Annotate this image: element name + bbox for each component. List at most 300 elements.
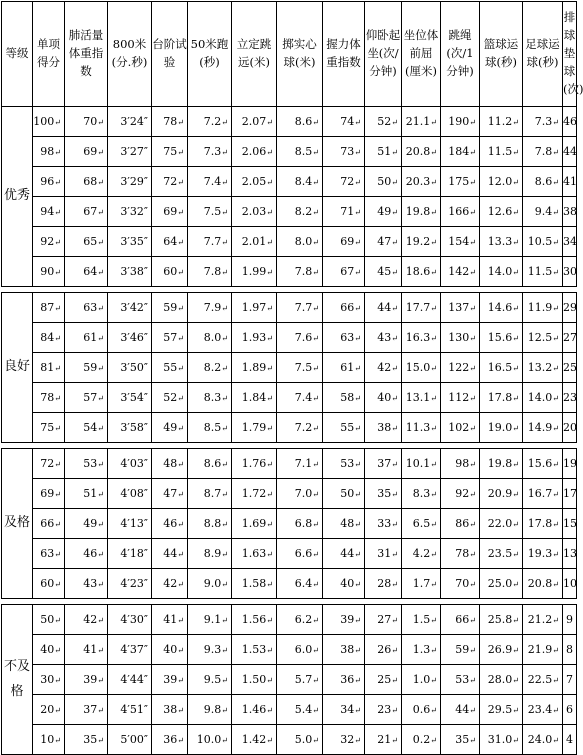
cell-value: 1.50	[241, 673, 267, 686]
cell-value: 13	[563, 547, 577, 560]
table-cell	[523, 137, 563, 167]
cell-end-mark: ↵	[266, 520, 273, 529]
table-row	[2, 725, 577, 755]
cell-value: 11.5	[527, 265, 553, 278]
cell-value: 38	[377, 421, 392, 434]
cell-end-mark: ↵	[54, 268, 61, 277]
cell-end-mark: ↵	[552, 268, 559, 277]
table-cell	[33, 353, 65, 383]
cell-value: 190	[448, 115, 470, 128]
cell-value: 50	[40, 613, 55, 626]
cell-value: 81	[40, 361, 55, 374]
table-cell	[323, 353, 365, 383]
cell-value: 9.5	[203, 673, 222, 686]
cell-end-mark: ↵	[354, 424, 361, 433]
cell-value: 4′18″	[120, 547, 148, 560]
cell-value: 11.5	[487, 145, 513, 158]
table-cell	[402, 413, 441, 443]
cell-value: 36	[340, 673, 355, 686]
table-cell	[563, 695, 577, 725]
cell-value: 34	[563, 235, 577, 248]
cell-value: 5.7	[294, 673, 313, 686]
cell-end-mark: ↵	[54, 178, 61, 187]
cell-value: 20	[563, 421, 577, 434]
table-cell	[480, 605, 523, 635]
cell-end-mark: ↵	[552, 550, 559, 559]
table-cell	[563, 605, 577, 635]
cell-value: 49	[377, 205, 392, 218]
cell-value: 44	[340, 547, 355, 560]
cell-value: 0.2	[412, 733, 431, 746]
cell-value: 44	[563, 145, 577, 158]
table-cell	[480, 227, 523, 257]
table-cell	[65, 413, 108, 443]
table-cell	[563, 539, 577, 569]
table-cell	[402, 635, 441, 665]
cell-end-mark: ↵	[430, 706, 437, 715]
table-cell	[232, 167, 277, 197]
cell-end-mark: ↵	[391, 424, 398, 433]
cell-value: 4′08″	[120, 487, 148, 500]
cell-end-mark: ↵	[177, 616, 184, 625]
cell-value: 41	[163, 613, 178, 626]
cell-end-mark: ↵	[391, 676, 398, 685]
cell-value: 8	[566, 643, 573, 656]
table-cell	[402, 509, 441, 539]
table-cell	[188, 137, 232, 167]
table-cell	[33, 539, 65, 569]
cell-end-mark: ↵	[221, 736, 228, 745]
cell-end-mark: ↵	[391, 268, 398, 277]
cell-value: 7.9	[203, 301, 222, 314]
cell-end-mark: ↵	[266, 118, 273, 127]
table-cell	[323, 695, 365, 725]
cell-value: 41	[563, 175, 577, 188]
cell-value: 50	[377, 175, 392, 188]
cell-value: 42	[163, 577, 178, 590]
cell-end-mark: ↵	[97, 304, 104, 313]
cell-end-mark: ↵	[177, 118, 184, 127]
cell-value: 27	[563, 331, 577, 344]
cell-value: 42	[377, 361, 392, 374]
table-row	[2, 107, 577, 137]
cell-end-mark: ↵	[97, 580, 104, 589]
cell-value: 3′58″	[120, 421, 148, 434]
cell-value: 35	[455, 733, 470, 746]
cell-value: 17.8	[487, 391, 513, 404]
cell-value: 14.0	[487, 265, 513, 278]
table-cell	[323, 725, 365, 755]
table-cell	[323, 569, 365, 599]
table-cell	[277, 725, 323, 755]
table-cell	[65, 569, 108, 599]
cell-value: 6.8	[294, 517, 313, 530]
table-cell	[232, 479, 277, 509]
table-cell	[365, 227, 402, 257]
cell-value: 13.2	[527, 361, 553, 374]
table-row	[2, 137, 577, 167]
table-cell	[365, 605, 402, 635]
cell-end-mark: ↵	[512, 520, 519, 529]
cell-end-mark: ↵	[430, 334, 437, 343]
cell-value: 23.5	[487, 547, 513, 560]
table-cell	[441, 227, 480, 257]
cell-value: 19.0	[487, 421, 513, 434]
cell-value: 2.05	[241, 175, 267, 188]
cell-end-mark: ↵	[391, 616, 398, 625]
cell-value: 166	[448, 205, 470, 218]
table-cell	[563, 167, 577, 197]
table-cell	[523, 509, 563, 539]
cell-end-mark: ↵	[469, 460, 476, 469]
table-cell	[365, 449, 402, 479]
cell-value: 4.2	[412, 547, 431, 560]
table-cell	[65, 539, 108, 569]
cell-end-mark: ↵	[430, 676, 437, 685]
table-cell	[277, 383, 323, 413]
table-cell	[152, 383, 188, 413]
cell-end-mark: ↵	[221, 616, 228, 625]
cell-end-mark: ↵	[97, 520, 104, 529]
table-cell	[523, 167, 563, 197]
cell-value: 29.5	[487, 703, 513, 716]
cell-value: 38	[163, 703, 178, 716]
column-header: 肺活量体重指数	[65, 2, 108, 107]
cell-value: 16.3	[405, 331, 431, 344]
table-cell	[563, 665, 577, 695]
cell-end-mark: ↵	[354, 676, 361, 685]
table-cell	[108, 167, 152, 197]
cell-end-mark: ↵	[54, 460, 61, 469]
cell-end-mark: ↵	[177, 238, 184, 247]
table-cell	[523, 383, 563, 413]
header-row	[2, 2, 577, 107]
table-cell	[232, 509, 277, 539]
cell-value: 58	[340, 391, 355, 404]
table-cell	[108, 257, 152, 287]
cell-value: 8.2	[294, 205, 313, 218]
cell-value: 35	[83, 733, 98, 746]
table-cell	[188, 449, 232, 479]
table-cell	[523, 323, 563, 353]
table-cell	[480, 107, 523, 137]
cell-value: 13.1	[405, 391, 431, 404]
cell-end-mark: ↵	[266, 550, 273, 559]
cell-value: 7.5	[294, 361, 313, 374]
cell-value: 184	[448, 145, 470, 158]
cell-value: 17.7	[405, 301, 431, 314]
table-cell	[323, 107, 365, 137]
cell-value: 7.8	[294, 265, 313, 278]
table-cell	[480, 167, 523, 197]
table-cell	[563, 449, 577, 479]
table-cell	[323, 413, 365, 443]
cell-value: 67	[83, 205, 98, 218]
cell-value: 3′54″	[120, 391, 148, 404]
table-cell	[277, 167, 323, 197]
table-cell	[480, 197, 523, 227]
column-header: 握力体重指数	[323, 2, 365, 107]
cell-value: 8.2	[203, 361, 222, 374]
table-row	[2, 605, 577, 635]
cell-end-mark: ↵	[221, 646, 228, 655]
cell-value: 6.4	[294, 577, 313, 590]
table-cell	[108, 293, 152, 323]
column-header: 跳绳(次/1分钟)	[441, 2, 480, 107]
table-cell	[323, 383, 365, 413]
cell-value: 53	[340, 457, 355, 470]
cell-value: 63	[83, 301, 98, 314]
table-cell	[65, 293, 108, 323]
cell-value: 25.0	[487, 577, 513, 590]
cell-end-mark: ↵	[97, 490, 104, 499]
cell-end-mark: ↵	[266, 736, 273, 745]
cell-value: 44	[163, 547, 178, 560]
cell-value: 1.97	[241, 301, 267, 314]
cell-value: 8.6	[294, 115, 313, 128]
cell-end-mark: ↵	[430, 238, 437, 247]
cell-end-mark: ↵	[469, 364, 476, 373]
cell-value: 53	[455, 673, 470, 686]
cell-end-mark: ↵	[430, 208, 437, 217]
cell-end-mark: ↵	[54, 490, 61, 499]
cell-end-mark: ↵	[97, 676, 104, 685]
cell-end-mark: ↵	[177, 304, 184, 313]
cell-value: 54	[83, 421, 98, 434]
table-cell	[152, 323, 188, 353]
cell-end-mark: ↵	[430, 460, 437, 469]
cell-end-mark: ↵	[97, 364, 104, 373]
table-cell	[441, 413, 480, 443]
cell-value: 1.58	[241, 577, 267, 590]
cell-end-mark: ↵	[97, 178, 104, 187]
table-cell	[33, 137, 65, 167]
cell-value: 59	[163, 301, 178, 314]
table-cell	[33, 635, 65, 665]
column-header: 单项得分	[33, 2, 65, 107]
table-cell	[108, 725, 152, 755]
cell-value: 98	[40, 145, 55, 158]
table-cell	[480, 539, 523, 569]
table-cell	[563, 323, 577, 353]
table-cell	[232, 197, 277, 227]
cell-value: 55	[163, 361, 178, 374]
table-cell	[277, 665, 323, 695]
table-cell	[232, 107, 277, 137]
column-header: 立定跳远(米)	[232, 2, 277, 107]
cell-end-mark: ↵	[221, 706, 228, 715]
table-cell	[152, 725, 188, 755]
cell-value: 10.1	[405, 457, 431, 470]
cell-end-mark: ↵	[469, 334, 476, 343]
table-cell	[232, 635, 277, 665]
cell-value: 14.9	[527, 421, 553, 434]
cell-end-mark: ↵	[97, 460, 104, 469]
table-cell	[33, 605, 65, 635]
column-header: 坐位体前屈(厘米)	[402, 2, 441, 107]
table-cell	[441, 257, 480, 287]
table-cell	[232, 695, 277, 725]
table-cell	[563, 293, 577, 323]
cell-end-mark: ↵	[266, 580, 273, 589]
cell-value: 5.0	[294, 733, 313, 746]
table-cell	[65, 605, 108, 635]
table-cell	[365, 167, 402, 197]
cell-end-mark: ↵	[221, 148, 228, 157]
cell-value: 57	[83, 391, 98, 404]
table-cell	[232, 383, 277, 413]
cell-end-mark: ↵	[430, 550, 437, 559]
cell-value: 12.6	[487, 205, 513, 218]
cell-value: 35	[377, 487, 392, 500]
cell-value: 4′44″	[120, 673, 148, 686]
cell-value: 48	[163, 457, 178, 470]
cell-value: 69	[40, 487, 55, 500]
table-cell	[480, 509, 523, 539]
cell-value: 3′35″	[120, 235, 148, 248]
cell-end-mark: ↵	[512, 148, 519, 157]
table-cell	[441, 449, 480, 479]
cell-end-mark: ↵	[430, 178, 437, 187]
table-cell	[523, 293, 563, 323]
cell-value: 15.6	[487, 331, 513, 344]
cell-value: 7.7	[294, 301, 313, 314]
cell-value: 7.2	[294, 421, 313, 434]
cell-value: 7.8	[534, 145, 553, 158]
cell-value: 61	[83, 331, 98, 344]
table-cell	[65, 257, 108, 287]
cell-end-mark: ↵	[312, 208, 319, 217]
cell-end-mark: ↵	[391, 118, 398, 127]
cell-end-mark: ↵	[512, 268, 519, 277]
cell-value: 12.0	[487, 175, 513, 188]
table-cell	[480, 665, 523, 695]
cell-value: 42	[83, 613, 98, 626]
cell-value: 10.0	[196, 733, 222, 746]
cell-end-mark: ↵	[177, 520, 184, 529]
table-row	[2, 479, 577, 509]
table-cell	[108, 197, 152, 227]
table-cell	[402, 197, 441, 227]
cell-value: 4′37″	[120, 643, 148, 656]
cell-end-mark: ↵	[552, 616, 559, 625]
cell-value: 8.6	[203, 457, 222, 470]
table-cell	[33, 383, 65, 413]
table-cell	[365, 257, 402, 287]
cell-value: 49	[163, 421, 178, 434]
cell-value: 20.8	[405, 145, 431, 158]
cell-value: 8.0	[294, 235, 313, 248]
cell-end-mark: ↵	[54, 646, 61, 655]
cell-end-mark: ↵	[469, 616, 476, 625]
cell-value: 59	[455, 643, 470, 656]
cell-end-mark: ↵	[221, 460, 228, 469]
cell-end-mark: ↵	[552, 490, 559, 499]
table-cell	[188, 605, 232, 635]
cell-end-mark: ↵	[512, 550, 519, 559]
cell-value: 1.99	[241, 265, 267, 278]
table-row	[2, 383, 577, 413]
cell-value: 51	[83, 487, 98, 500]
cell-end-mark: ↵	[221, 364, 228, 373]
table-cell	[441, 197, 480, 227]
cell-end-mark: ↵	[391, 736, 398, 745]
table-cell	[277, 137, 323, 167]
cell-value: 65	[83, 235, 98, 248]
cell-end-mark: ↵	[512, 394, 519, 403]
cell-end-mark: ↵	[266, 178, 273, 187]
table-cell	[108, 449, 152, 479]
cell-end-mark: ↵	[552, 394, 559, 403]
cell-value: 26.9	[487, 643, 513, 656]
cell-end-mark: ↵	[469, 118, 476, 127]
cell-end-mark: ↵	[221, 268, 228, 277]
table-cell	[323, 137, 365, 167]
cell-end-mark: ↵	[266, 208, 273, 217]
table-cell	[480, 353, 523, 383]
cell-value: 16.5	[487, 361, 513, 374]
cell-end-mark: ↵	[54, 676, 61, 685]
cell-end-mark: ↵	[552, 520, 559, 529]
table-row	[2, 635, 577, 665]
cell-end-mark: ↵	[469, 208, 476, 217]
cell-value: 3′38″	[120, 265, 148, 278]
cell-value: 9.3	[203, 643, 222, 656]
table-cell	[365, 197, 402, 227]
table-cell	[277, 635, 323, 665]
cell-end-mark: ↵	[552, 118, 559, 127]
cell-value: 8.4	[294, 175, 313, 188]
cell-end-mark: ↵	[354, 520, 361, 529]
table-cell	[563, 137, 577, 167]
table-cell	[402, 323, 441, 353]
cell-value: 21.1	[405, 115, 431, 128]
cell-value: 8.7	[203, 487, 222, 500]
table-cell	[277, 695, 323, 725]
table-cell	[323, 635, 365, 665]
cell-end-mark: ↵	[266, 616, 273, 625]
cell-end-mark: ↵	[512, 616, 519, 625]
table-cell	[232, 257, 277, 287]
table-cell	[152, 227, 188, 257]
cell-value: 37	[377, 457, 392, 470]
cell-end-mark: ↵	[177, 580, 184, 589]
table-cell	[277, 353, 323, 383]
cell-value: 2.03	[241, 205, 267, 218]
cell-value: 94	[40, 205, 55, 218]
table-cell	[365, 137, 402, 167]
cell-value: 46	[83, 547, 98, 560]
cell-end-mark: ↵	[469, 424, 476, 433]
cell-value: 3′32″	[120, 205, 148, 218]
cell-end-mark: ↵	[54, 364, 61, 373]
cell-value: 41	[83, 643, 98, 656]
table-cell	[523, 227, 563, 257]
cell-end-mark: ↵	[97, 208, 104, 217]
table-cell	[108, 227, 152, 257]
table-cell	[188, 665, 232, 695]
cell-end-mark: ↵	[430, 520, 437, 529]
table-cell	[323, 605, 365, 635]
cell-value: 74	[340, 115, 355, 128]
table-row	[2, 227, 577, 257]
table-cell	[152, 353, 188, 383]
cell-end-mark: ↵	[54, 550, 61, 559]
cell-value: 11.9	[527, 301, 553, 314]
cell-end-mark: ↵	[312, 118, 319, 127]
cell-value: 9.4	[534, 205, 553, 218]
table-cell	[152, 137, 188, 167]
